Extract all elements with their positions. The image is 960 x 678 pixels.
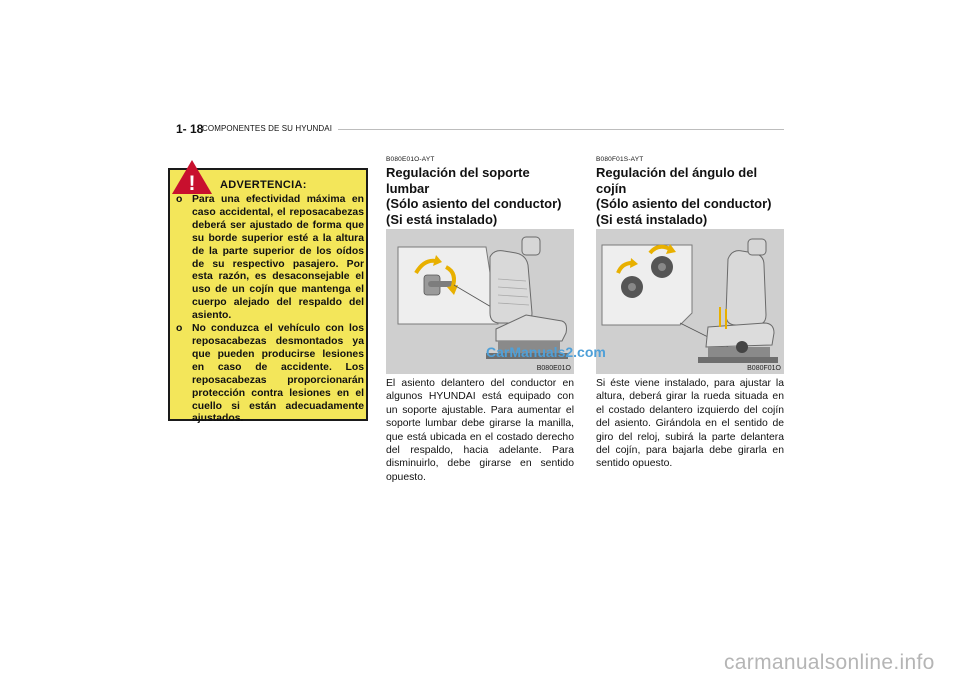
cushion-title-line: (Sólo asiento del conductor) (596, 196, 772, 211)
cushion-section (596, 156, 784, 471)
cushion-title-line: (Si está instalado) (596, 211, 708, 227)
watermark-site: carmanualsonline.info (724, 651, 935, 674)
lumbar-body: El asiento delantero del conductor en algunos HYUNDAI está equipado con un soporte ajustable. Para aumentar el soporte lumbar debe girarse la manilla, que está ubicada en el costado derecho del respaldo, hacia adelante. Para disminuirlo, debe girarse en sentido opuesto. (386, 378, 574, 483)
warning-item (174, 194, 364, 323)
page-header (176, 122, 784, 136)
cushion-title-line: Regulación del ángulo del cojín (596, 165, 758, 196)
cushion-code: B080F01S-AYT (596, 156, 644, 163)
lumbar-title (386, 165, 574, 227)
warning-box (168, 168, 368, 425)
cushion-figure (596, 229, 784, 374)
cushion-seat-illustration (596, 229, 784, 374)
warning-item (174, 323, 364, 426)
warning-list (174, 194, 364, 426)
warning-exclamation: ! (188, 172, 196, 195)
page-number: 1- 18 (176, 122, 204, 136)
watermark-logo: CarManuals2.com (486, 344, 606, 360)
lumbar-title-line: (Si está instalado) (386, 211, 498, 227)
warning-bullet: o (176, 194, 183, 205)
cushion-figure-code: B080F01O (747, 365, 781, 372)
section-title: COMPONENTES DE SU HYUNDAI (202, 124, 333, 133)
lumbar-title-line: Regulación del soporte lumbar (386, 165, 530, 196)
cushion-title (596, 165, 784, 227)
warning-triangle-icon (170, 158, 214, 196)
lumbar-section (386, 156, 574, 484)
lumbar-title-line: (Sólo asiento del conductor) (386, 196, 562, 211)
lumbar-code: B080E01O-AYT (386, 156, 435, 163)
warning-bullet: o (176, 323, 183, 335)
header-rule (338, 129, 784, 130)
cushion-body: Si éste viene instalado, para ajustar la altura, deberá girar la rueda situada en el costado delantero izquierdo del cojín del asiento. Girándola en el sentido de giro del reloj, subirá la parte delantera del cojín, para bajarla debe girarla en sentido opuesto. (596, 378, 784, 470)
lumbar-figure-code: B080E01O (536, 365, 571, 372)
warning-item-text: No conduzca el vehículo con los reposacabezas desmontados ya que pueden producirse lesiones en caso de accidente. Los reposacabezas proporcionarán protección contra lesiones en el cuello si están adecuadamente ajustados. (192, 323, 364, 425)
warning-title: ADVERTENCIA: (220, 179, 307, 191)
warning-item-text: Para una efectividad máxima en caso accidental, el reposacabezas deberá ser ajustado de forma que su borde superior esté a la altura de la parte superior de los oídos de su respectivo pasajero. Por esta razón, es desaconsejable el uso de un cojín que mantenga el cuerpo alejado del respaldo del asiento. (192, 194, 364, 322)
